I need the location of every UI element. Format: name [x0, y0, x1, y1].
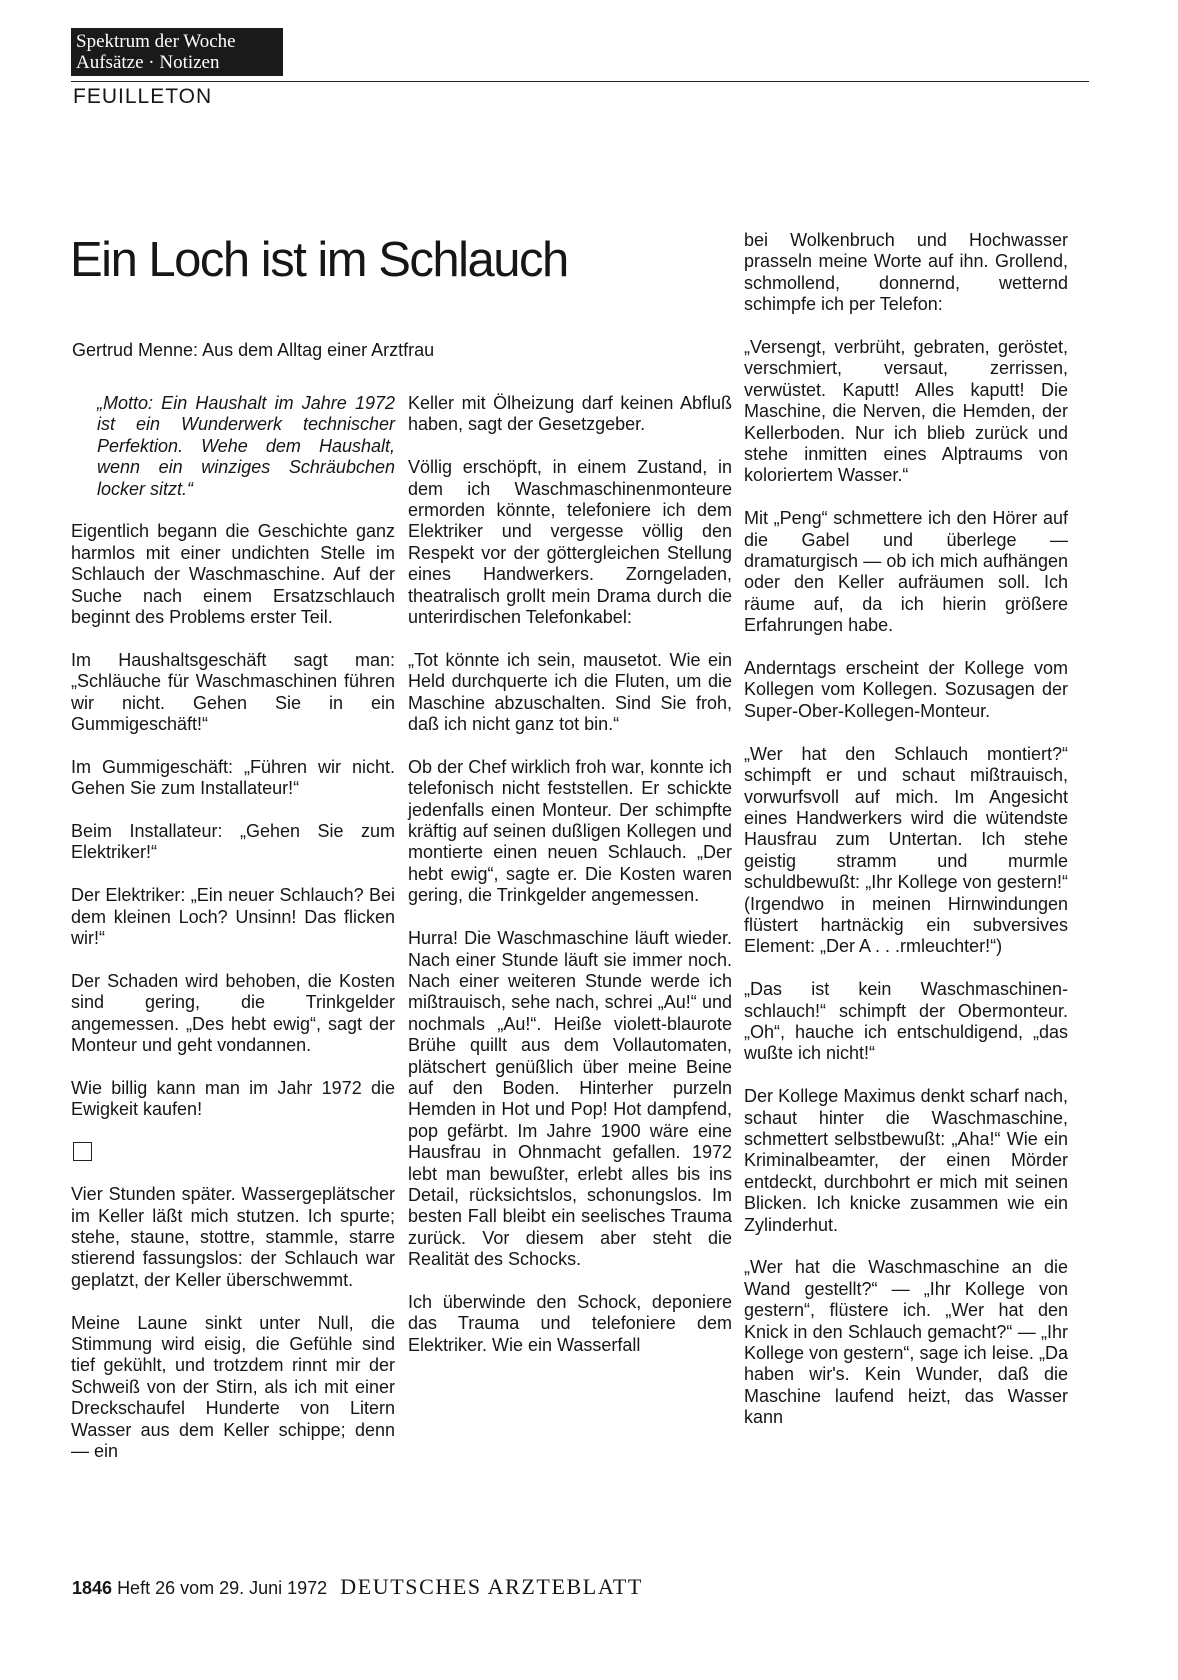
badge-line-1: Spektrum der Woche: [76, 31, 236, 52]
paragraph: Mit „Peng“ schmettere ich den Hörer auf die Gabel und überlege — dramaturgisch — ob ich mich aufhängen oder den Keller aufräumen soll. Ich räume auf, da ich hierin größere Erfahrungen habe.: [744, 508, 1068, 636]
section-break-square-icon: [73, 1142, 92, 1161]
paragraph: Vier Stunden später. Wassergeplätscher im Keller läßt mich stutzen. Ich spurte; stehe, staune, stottre, stammle, starre stierend fassungslos: der Schlauch war geplatzt, der Keller überschwemmt.: [71, 1184, 395, 1290]
article-column-2: [408, 393, 732, 1356]
article-byline: Gertrud Menne: Aus dem Alltag einer Arztfrau: [72, 340, 435, 360]
paragraph: Ich überwinde den Schock, deponiere das Trauma und telefoniere dem Elektriker. Wie ein Wasserfall: [408, 1291, 732, 1355]
journal-name: DEUTSCHES ARZTEBLATT: [340, 1574, 643, 1599]
paragraph: Wie billig kann man im Jahr 1972 die Ewigkeit kaufen!: [71, 1077, 395, 1120]
motto-paragraph: „Motto: Ein Haushalt im Jahre 1972 ist ein Wunderwerk technischer Perfektion. Wehe dem Haushalt, wenn ein winziges Schräubchen locker sitzt.“: [97, 393, 395, 499]
paragraph: „Wer hat den Schlauch montiert?“ schimpft er und schaut mißtrauisch, vorwurfsvoll auf mich. Im Angesicht eines Handwerkers wird die wütendste Hausfrau zum Untertan. Ich stehe geistig stramm und murmle schuldbewußt: „Ihr Kollege von gestern!“ (Irgendwo in meinen Hirnwindungen flüstert hartnäckig ein subversives Element: „Der A . . .rmleuchter!“): [744, 743, 1068, 957]
article-column-3: [744, 230, 1068, 1429]
paragraph: Der Kollege Maximus denkt scharf nach, schaut hinter die Waschmaschine, schmettert selbstbewußt: „Aha!“ Wie ein Kriminalbeamter, der einen Mörder entdeckt, durchbohrt er mich mit seinen Blicken. Ich knicke zusammen wie ein Zylinderhut.: [744, 1086, 1068, 1235]
paragraph: Der Elektriker: „Ein neuer Schlauch? Bei dem kleinen Loch? Unsinn! Das flicken wir!“: [71, 885, 395, 949]
paragraph: bei Wolkenbruch und Hochwasser prasseln meine Worte auf ihn. Grollend, schmollend, donnernd, wetternd schimpfe ich per Telefon:: [744, 230, 1068, 315]
paragraph: Meine Laune sinkt unter Null, die Stimmung wird eisig, die Gefühle sind tief gekühlt, und trotzdem rinnt mir der Schweiß von der Stirn, als ich mit einer Dreckschaufel Hunderte von Litern Wasser aus dem Keller schippe; denn — ein: [71, 1312, 395, 1461]
paragraph: Hurra! Die Waschmaschine läuft wieder. Nach einer Stunde läuft sie immer noch. Nach einer weiteren Stunde werde ich mißtrauisch, sehe nach, schrei „Au!“ und nochmals „Au!“. Heiße violett-blaurote Brühe quillt aus dem Vollautomaten, plätschert genüßlich über meine Beine auf den Boden. Hinterher purzeln Hemden in Hot und Pop! Hot dampfend, pop gefärbt. Im Jahre 1900 wäre eine Hausfrau in Ohnmacht gefallen. 1972 lebt man bewußter, erlebt alles bis ins Detail, rücksichtslos, schonungslos. Im besten Fall bleibt ein seelisches Trauma zurück. Vor diesem aber steht die Realität des Schocks.: [408, 928, 732, 1270]
paragraph: Keller mit Ölheizung darf keinen Abfluß haben, sagt der Gesetzgeber.: [408, 393, 732, 435]
page-footer: [72, 1576, 643, 1599]
issue-info: Heft 26 vom 29. Juni 1972: [117, 1578, 328, 1598]
paragraph: Ob der Chef wirklich froh war, konnte ich telefonisch nicht feststellen. Er schickte jedenfalls einen Monteur. Der schimpfte kräftig auf seinen dußligen Kollegen und montierte einen neuen Schlauch. „Der hebt ewig“, sagte er. Die Kosten waren gering, die Trinkgelder angemessen.: [408, 756, 732, 906]
header-rule: [71, 81, 1089, 82]
paragraph: Anderntags erscheint der Kollege vom Kollegen vom Kollegen. Sozusagen der Super-Ober-Kollegen-Monteur.: [744, 658, 1068, 721]
paragraph: Der Schaden wird behoben, die Kosten sind gering, die Trinkgelder angemessen. „Des hebt ewig“, sagt der Monteur und geht vondannen.: [71, 970, 395, 1056]
paragraph: „Versengt, verbrüht, gebraten, geröstet, verschmiert, versaut, zerrissen, verwüstet. Kaputt! Alles kaputt! Die Maschine, die Nerven, die Hemden, der Kellerboden. Nur ich blieb zurück und stehe inmitten eines Alptraums von koloriertem Wasser.“: [744, 337, 1068, 486]
paragraph: „Tot könnte ich sein, mausetot. Wie ein Held durchquerte ich die Fluten, um die Maschine abzuschalten. Sind Sie froh, daß ich nicht ganz tot bin.“: [408, 649, 732, 735]
paragraph: Beim Installateur: „Gehen Sie zum Elektriker!“: [71, 821, 395, 863]
page-number: 1846: [72, 1578, 113, 1598]
paragraph: Im Gummigeschäft: „Führen wir nicht. Gehen Sie zum Installateur!“: [71, 756, 395, 799]
paragraph: Eigentlich begann die Geschichte ganz harmlos mit einer undichten Stelle im Schlauch der Waschmaschine. Auf der Suche nach einem Ersatzschlauch beginnt des Problems erster Teil.: [71, 521, 395, 628]
section-label: FEUILLETON: [73, 85, 213, 108]
article-title: Ein Loch ist im Schlauch: [70, 233, 568, 287]
paragraph: Völlig erschöpft, in einem Zustand, in dem ich Waschmaschinenmonteure ermorden könnte, telefoniere ich dem Elektriker und vergesse völlig den Respekt vor der göttergleichen Stellung eines Handwerkers. Zorngeladen, theatralisch grollt mein Drama durch die unterirdischen Telefonkabel:: [408, 457, 732, 628]
badge-line-2: Aufsätze · Notizen: [76, 52, 220, 73]
article-column-1: [71, 393, 395, 1462]
paragraph: Im Haushaltsgeschäft sagt man: „Schläuche für Waschmaschinen führen wir nicht. Gehen Sie in ein Gummigeschäft!“: [71, 649, 395, 735]
paragraph: „Das ist kein Waschmaschinenschlauch!“ schimpft der Obermonteur. „Oh“, hauche ich entschuldigend, „das wußte ich nicht!“: [744, 979, 1068, 1064]
section-badge: [71, 28, 283, 76]
paragraph: „Wer hat die Waschmaschine an die Wand gestellt?“ — „Ihr Kollege von gestern“, flüstere ich. „Wer hat den Knick in den Schlauch gemacht?“ — „Ihr Kollege von gestern“, sage ich leise. „Da haben wir's. Kein Wunder, daß die Maschine laufend heizt, das Wasser kann: [744, 1257, 1068, 1428]
